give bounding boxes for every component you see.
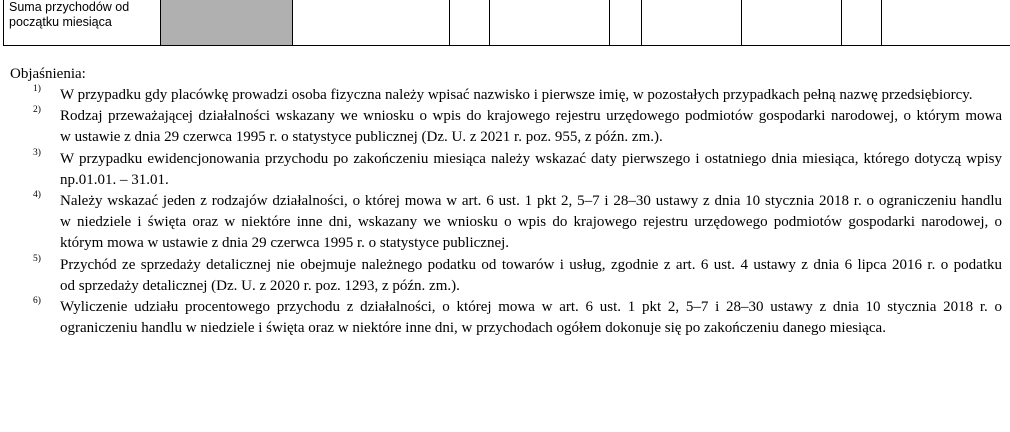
footnote-line: W przypadku ewidencjonowania przychodu po zakończeniu miesiąca należy wskazać daty pierwszego i ostatniego dnia miesiąca, którego dotyczą wpisy — [60, 150, 1002, 167]
explanations-list — [10, 85, 1002, 339]
table-cell — [642, 0, 742, 46]
footnote-marker: 4) — [33, 190, 41, 201]
footnote-2 — [10, 106, 1002, 148]
footnote-line: którym mowa w ustawie z dnia 29 czerwca 1995 r. o statystyce publicznej. — [60, 235, 510, 252]
table-row-income-since-month-start — [4, 0, 1010, 46]
footnote-line: np.01.01. – 31.01. — [60, 171, 169, 188]
table-cell — [610, 0, 642, 46]
footnote-line: Przychód ze sprzedaży detalicznej nie obejmuje należnego podatku od towarów i usług, zgodnie z art. 6 ust. 4 ustawy z dnia 6 lipca 2016 r. o podatku — [60, 256, 1002, 273]
footnote-line: w niedziele i święta oraz w niektóre inne dni, wskazany we wniosku o wpis do krajowego rejestru urzędowego podmiotów gospodarki narodowej, o — [60, 214, 1002, 231]
row-label-income-since-month-start — [4, 0, 161, 46]
footnote-1 — [10, 85, 1002, 106]
footnote-line: Wyliczenie udziału procentowego przychodu z działalności, o której mowa w art. 6 ust. 1 pkt 2, 5–7 i 28–30 ustawy z dnia 10 stycznia 2018 r. o — [60, 299, 1002, 316]
footnote-5 — [10, 255, 1002, 297]
footnote-marker: 2) — [33, 105, 41, 116]
footnote-marker: 3) — [33, 147, 41, 158]
table-cell — [450, 0, 490, 46]
footnote-marker: 6) — [33, 296, 41, 307]
footnote-marker: 5) — [33, 253, 41, 264]
table-cell — [490, 0, 610, 46]
explanations-heading: Objaśnienia: — [10, 66, 86, 82]
explanations-section — [10, 65, 1002, 339]
footnote-marker: 1) — [33, 84, 41, 94]
table-cell — [742, 0, 842, 46]
footnote-3 — [10, 149, 1002, 191]
footnote-line: W przypadku gdy placówkę prowadzi osoba fizyczna należy wpisać nazwisko i pierwsze imię, w pozostałych przypadkach pełną nazwę przedsiębiorcy. — [60, 87, 973, 103]
table-cell — [882, 0, 1010, 46]
footnote-4 — [10, 191, 1002, 255]
footnote-line: od sprzedaży detalicznej (Dz. U. z 2020 r. poz. 1293, z późn. zm.). — [60, 277, 460, 294]
footnote-line: ograniczeniu handlu w niedziele i święta oraz w niektóre inne dni, w przychodach ogółem dokonuje się po zakończeniu danego miesiąca. — [60, 320, 886, 337]
footnote-6 — [10, 297, 1002, 339]
footnote-line: w ustawie z dnia 29 czerwca 1995 r. o statystyce publicznej (Dz. U. z 2021 r. poz. 955, z późn. zm.). — [60, 129, 663, 146]
income-table-fragment — [3, 0, 1010, 46]
table-cell — [842, 0, 882, 46]
row-label-line-1: Suma przychodów od — [9, 0, 130, 14]
table-cell — [293, 0, 450, 46]
footnote-line: Rodzaj przeważającej działalności wskazany we wniosku o wpis do krajowego rejestru urzędowego podmiotów gospodarki narodowej, o którym mowa — [60, 108, 1002, 125]
shaded-cell — [161, 0, 293, 46]
row-label-line-2: początku miesiąca — [9, 15, 112, 29]
footnote-line: Należy wskazać jeden z rodzajów działalności, o której mowa w art. 6 ust. 1 pkt 2, 5–7 i 28–30 ustawy z dnia 10 stycznia 2018 r. o ograniczeniu handlu — [60, 193, 1002, 210]
